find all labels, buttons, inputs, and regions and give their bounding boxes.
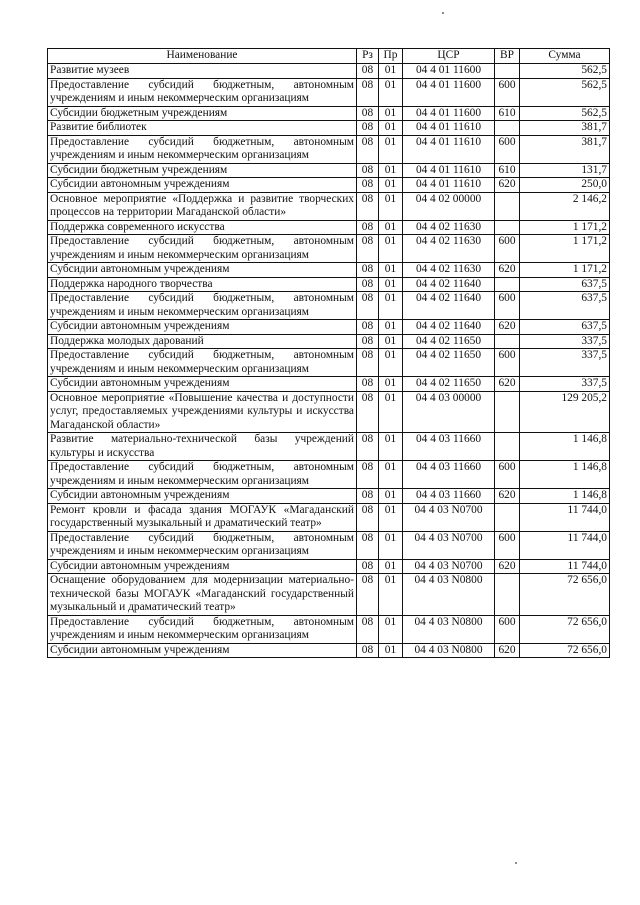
cell-pr: 01 xyxy=(379,503,403,531)
cell-pr: 01 xyxy=(379,192,403,220)
cell-csr: 04 4 02 11650 xyxy=(403,334,495,349)
cell-pr: 01 xyxy=(379,135,403,163)
cell-sum: 1 171,2 xyxy=(520,263,610,278)
cell-pr: 01 xyxy=(379,615,403,643)
cell-csr: 04 4 03 N0700 xyxy=(403,559,495,574)
cell-vr: 620 xyxy=(495,377,520,392)
cell-csr: 04 4 02 11650 xyxy=(403,377,495,392)
table-row xyxy=(48,461,610,489)
cell-rz: 08 xyxy=(357,292,379,320)
cell-rz: 08 xyxy=(357,349,379,377)
cell-rz: 08 xyxy=(357,615,379,643)
cell-csr: 04 4 03 N0800 xyxy=(403,574,495,616)
cell-vr: 600 xyxy=(495,235,520,263)
table-row xyxy=(48,64,610,79)
cell-vr: 620 xyxy=(495,263,520,278)
cell-rz: 08 xyxy=(357,391,379,433)
cell-csr: 04 4 01 11610 xyxy=(403,135,495,163)
cell-rz: 08 xyxy=(357,220,379,235)
cell-sum: 72 656,0 xyxy=(520,574,610,616)
table-row xyxy=(48,178,610,193)
cell-sum: 381,7 xyxy=(520,135,610,163)
cell-pr: 01 xyxy=(379,349,403,377)
cell-vr: 600 xyxy=(495,615,520,643)
table-row xyxy=(48,489,610,504)
cell-rz: 08 xyxy=(357,320,379,335)
table-row xyxy=(48,320,610,335)
cell-vr: 620 xyxy=(495,559,520,574)
cell-vr: 620 xyxy=(495,320,520,335)
cell-sum: 2 146,2 xyxy=(520,192,610,220)
cell-sum: 1 171,2 xyxy=(520,235,610,263)
scan-speck xyxy=(442,12,444,14)
cell-vr: 600 xyxy=(495,349,520,377)
cell-vr: 620 xyxy=(495,643,520,658)
cell-vr xyxy=(495,433,520,461)
cell-csr: 04 4 01 11610 xyxy=(403,178,495,193)
cell-sum: 637,5 xyxy=(520,292,610,320)
cell-name: Поддержка современного искусства xyxy=(48,220,357,235)
cell-csr: 04 4 01 11600 xyxy=(403,78,495,106)
table-row xyxy=(48,121,610,136)
cell-name: Предоставление субсидий бюджетным, автономным учреждениям и иным некоммерческим организациям xyxy=(48,235,357,263)
cell-name: Предоставление субсидий бюджетным, автономным учреждениям и иным некоммерческим организациям xyxy=(48,135,357,163)
cell-name: Поддержка народного творчества xyxy=(48,277,357,292)
cell-rz: 08 xyxy=(357,643,379,658)
cell-rz: 08 xyxy=(357,461,379,489)
cell-vr xyxy=(495,334,520,349)
cell-sum: 637,5 xyxy=(520,320,610,335)
cell-name: Развитие музеев xyxy=(48,64,357,79)
cell-rz: 08 xyxy=(357,433,379,461)
cell-vr: 600 xyxy=(495,531,520,559)
table-body xyxy=(48,64,610,658)
cell-vr xyxy=(495,503,520,531)
cell-pr: 01 xyxy=(379,377,403,392)
cell-sum: 337,5 xyxy=(520,349,610,377)
cell-rz: 08 xyxy=(357,64,379,79)
cell-name: Ремонт кровли и фасада здания МОГАУК «Магаданский государственный музыкальный и драматический театр» xyxy=(48,503,357,531)
cell-pr: 01 xyxy=(379,559,403,574)
cell-name: Субсидии бюджетным учреждениям xyxy=(48,163,357,178)
header-name: Наименование xyxy=(48,49,357,64)
header-vr: ВР xyxy=(495,49,520,64)
cell-sum: 562,5 xyxy=(520,106,610,121)
cell-pr: 01 xyxy=(379,220,403,235)
cell-vr: 600 xyxy=(495,78,520,106)
header-rz: Рз xyxy=(357,49,379,64)
cell-vr xyxy=(495,121,520,136)
cell-sum: 381,7 xyxy=(520,121,610,136)
cell-pr: 01 xyxy=(379,277,403,292)
cell-csr: 04 4 02 11650 xyxy=(403,349,495,377)
cell-name: Основное мероприятие «Поддержка и развитие творческих процессов на территории Магаданской области» xyxy=(48,192,357,220)
cell-name: Субсидии автономным учреждениям xyxy=(48,320,357,335)
cell-vr: 600 xyxy=(495,135,520,163)
table-row xyxy=(48,78,610,106)
cell-rz: 08 xyxy=(357,489,379,504)
cell-vr xyxy=(495,391,520,433)
cell-vr: 620 xyxy=(495,489,520,504)
cell-vr: 610 xyxy=(495,106,520,121)
cell-rz: 08 xyxy=(357,503,379,531)
cell-rz: 08 xyxy=(357,235,379,263)
cell-name: Основное мероприятие «Повышение качества и доступности услуг, предоставляемых учреждениями культуры и искусства Магаданской области» xyxy=(48,391,357,433)
cell-name: Развитие библиотек xyxy=(48,121,357,136)
cell-csr: 04 4 03 11660 xyxy=(403,489,495,504)
cell-name: Предоставление субсидий бюджетным, автономным учреждениям и иным некоммерческим организациям xyxy=(48,531,357,559)
cell-sum: 1 146,8 xyxy=(520,433,610,461)
cell-vr: 610 xyxy=(495,163,520,178)
cell-csr: 04 4 03 N0800 xyxy=(403,615,495,643)
cell-pr: 01 xyxy=(379,121,403,136)
cell-pr: 01 xyxy=(379,643,403,658)
table-row xyxy=(48,531,610,559)
cell-csr: 04 4 03 N0700 xyxy=(403,503,495,531)
cell-vr xyxy=(495,64,520,79)
table-row xyxy=(48,135,610,163)
cell-rz: 08 xyxy=(357,263,379,278)
cell-rz: 08 xyxy=(357,574,379,616)
cell-rz: 08 xyxy=(357,106,379,121)
header-csr: ЦСР xyxy=(403,49,495,64)
budget-table xyxy=(47,48,610,658)
cell-csr: 04 4 03 11660 xyxy=(403,461,495,489)
cell-csr: 04 4 01 11600 xyxy=(403,64,495,79)
cell-vr: 600 xyxy=(495,292,520,320)
cell-vr xyxy=(495,574,520,616)
cell-name: Субсидии автономным учреждениям xyxy=(48,559,357,574)
cell-pr: 01 xyxy=(379,106,403,121)
cell-csr: 04 4 03 N0800 xyxy=(403,643,495,658)
cell-name: Предоставление субсидий бюджетным, автономным учреждениям и иным некоммерческим организациям xyxy=(48,292,357,320)
table-row xyxy=(48,277,610,292)
cell-rz: 08 xyxy=(357,135,379,163)
cell-vr xyxy=(495,192,520,220)
cell-sum: 637,5 xyxy=(520,277,610,292)
cell-name: Субсидии автономным учреждениям xyxy=(48,263,357,278)
cell-rz: 08 xyxy=(357,377,379,392)
cell-sum: 250,0 xyxy=(520,178,610,193)
cell-sum: 337,5 xyxy=(520,334,610,349)
table-row xyxy=(48,574,610,616)
table-row xyxy=(48,615,610,643)
cell-rz: 08 xyxy=(357,559,379,574)
table-row xyxy=(48,433,610,461)
cell-pr: 01 xyxy=(379,489,403,504)
cell-csr: 04 4 01 11610 xyxy=(403,163,495,178)
cell-rz: 08 xyxy=(357,121,379,136)
cell-pr: 01 xyxy=(379,292,403,320)
cell-sum: 1 146,8 xyxy=(520,461,610,489)
table-row xyxy=(48,192,610,220)
cell-rz: 08 xyxy=(357,163,379,178)
cell-rz: 08 xyxy=(357,192,379,220)
cell-csr: 04 4 01 11600 xyxy=(403,106,495,121)
cell-pr: 01 xyxy=(379,574,403,616)
cell-sum: 129 205,2 xyxy=(520,391,610,433)
header-sum: Сумма xyxy=(520,49,610,64)
cell-name: Субсидии бюджетным учреждениям xyxy=(48,106,357,121)
cell-csr: 04 4 03 11660 xyxy=(403,433,495,461)
cell-sum: 562,5 xyxy=(520,78,610,106)
cell-name: Субсидии автономным учреждениям xyxy=(48,489,357,504)
table-row xyxy=(48,377,610,392)
cell-csr: 04 4 02 11640 xyxy=(403,277,495,292)
cell-pr: 01 xyxy=(379,263,403,278)
cell-pr: 01 xyxy=(379,163,403,178)
cell-vr: 620 xyxy=(495,178,520,193)
cell-csr: 04 4 02 11640 xyxy=(403,320,495,335)
cell-vr: 600 xyxy=(495,461,520,489)
cell-sum: 131,7 xyxy=(520,163,610,178)
cell-sum: 562,5 xyxy=(520,64,610,79)
cell-sum: 11 744,0 xyxy=(520,559,610,574)
cell-csr: 04 4 03 N0700 xyxy=(403,531,495,559)
table-row xyxy=(48,163,610,178)
cell-rz: 08 xyxy=(357,334,379,349)
cell-sum: 11 744,0 xyxy=(520,503,610,531)
cell-csr: 04 4 01 11610 xyxy=(403,121,495,136)
table-row xyxy=(48,220,610,235)
cell-name: Развитие материально-технической базы учреждений культуры и искусства xyxy=(48,433,357,461)
cell-vr xyxy=(495,277,520,292)
cell-pr: 01 xyxy=(379,433,403,461)
cell-pr: 01 xyxy=(379,64,403,79)
table-row xyxy=(48,559,610,574)
cell-name: Предоставление субсидий бюджетным, автономным учреждениям и иным некоммерческим организациям xyxy=(48,461,357,489)
cell-csr: 04 4 02 11630 xyxy=(403,220,495,235)
cell-pr: 01 xyxy=(379,78,403,106)
cell-sum: 72 656,0 xyxy=(520,615,610,643)
cell-name: Оснащение оборудованием для модернизации материально-технической базы МОГАУК «Магаданский государственный музыкальный и драматический театр» xyxy=(48,574,357,616)
cell-csr: 04 4 02 11630 xyxy=(403,235,495,263)
cell-pr: 01 xyxy=(379,178,403,193)
cell-pr: 01 xyxy=(379,461,403,489)
cell-name: Предоставление субсидий бюджетным, автономным учреждениям и иным некоммерческим организациям xyxy=(48,78,357,106)
cell-pr: 01 xyxy=(379,235,403,263)
table-header-row xyxy=(48,49,610,64)
table-row xyxy=(48,503,610,531)
cell-csr: 04 4 03 00000 xyxy=(403,391,495,433)
cell-rz: 08 xyxy=(357,178,379,193)
cell-pr: 01 xyxy=(379,391,403,433)
cell-name: Предоставление субсидий бюджетным, автономным учреждениям и иным некоммерческим организациям xyxy=(48,349,357,377)
cell-csr: 04 4 02 11630 xyxy=(403,263,495,278)
cell-pr: 01 xyxy=(379,334,403,349)
cell-sum: 1 171,2 xyxy=(520,220,610,235)
scan-speck xyxy=(515,862,517,864)
table-row xyxy=(48,334,610,349)
cell-vr xyxy=(495,220,520,235)
cell-name: Субсидии автономным учреждениям xyxy=(48,377,357,392)
cell-rz: 08 xyxy=(357,78,379,106)
cell-name: Поддержка молодых дарований xyxy=(48,334,357,349)
cell-name: Предоставление субсидий бюджетным, автономным учреждениям и иным некоммерческим организациям xyxy=(48,615,357,643)
cell-sum: 72 656,0 xyxy=(520,643,610,658)
cell-name: Субсидии автономным учреждениям xyxy=(48,178,357,193)
table-row xyxy=(48,235,610,263)
header-pr: Пр xyxy=(379,49,403,64)
cell-sum: 11 744,0 xyxy=(520,531,610,559)
cell-name: Субсидии автономным учреждениям xyxy=(48,643,357,658)
cell-csr: 04 4 02 11640 xyxy=(403,292,495,320)
table-row xyxy=(48,292,610,320)
table-row xyxy=(48,391,610,433)
cell-rz: 08 xyxy=(357,277,379,292)
table-row xyxy=(48,349,610,377)
cell-rz: 08 xyxy=(357,531,379,559)
cell-csr: 04 4 02 00000 xyxy=(403,192,495,220)
cell-pr: 01 xyxy=(379,531,403,559)
cell-pr: 01 xyxy=(379,320,403,335)
table-row xyxy=(48,263,610,278)
cell-sum: 1 146,8 xyxy=(520,489,610,504)
cell-sum: 337,5 xyxy=(520,377,610,392)
table-row xyxy=(48,106,610,121)
table-row xyxy=(48,643,610,658)
